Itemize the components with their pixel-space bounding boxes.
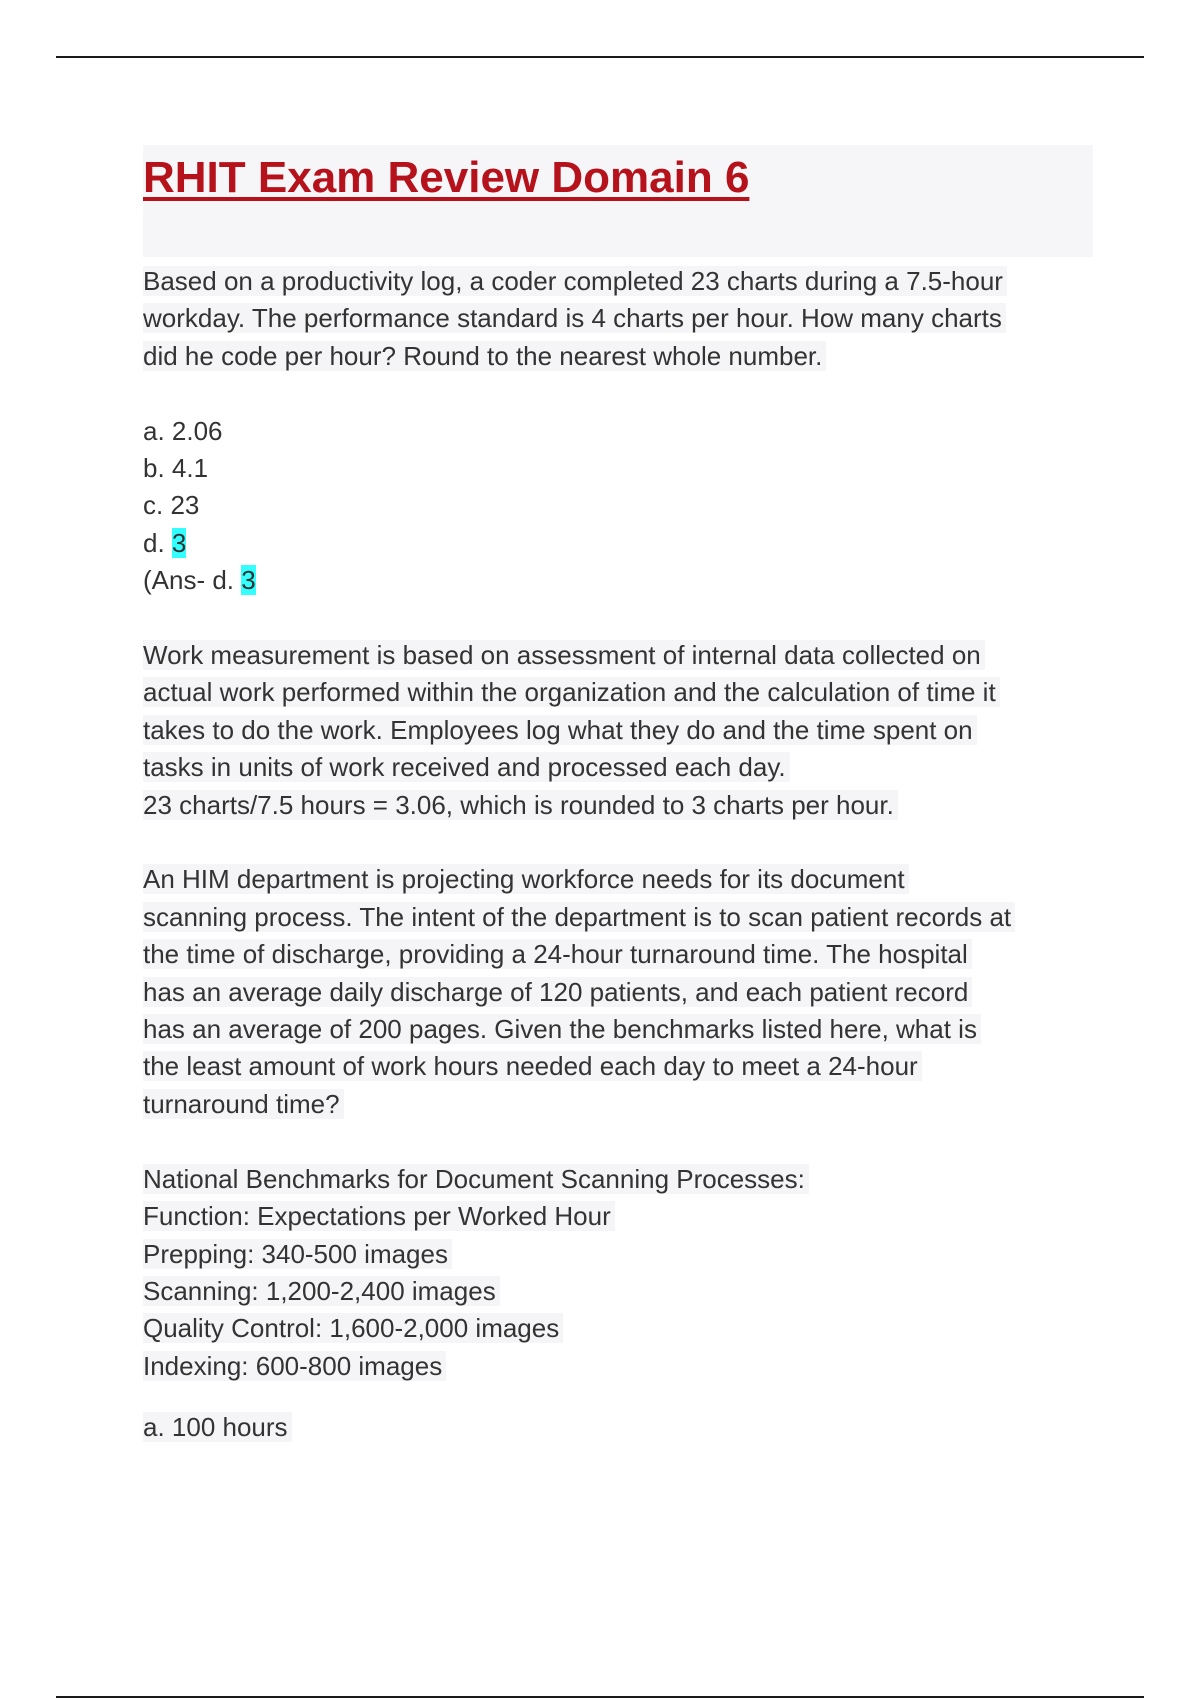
question-2-line: An HIM department is projecting workforce needs for its document <box>143 861 909 898</box>
option-d <box>143 525 186 562</box>
document-title: RHIT Exam Review Domain 6 <box>143 153 750 202</box>
answer-value: 3 <box>241 565 256 596</box>
question-1-explanation <box>143 637 1093 824</box>
explanation-line: takes to do the work. Employees log what they do and the time spent on <box>143 712 977 749</box>
option-a: a. 100 hours <box>143 1409 292 1446</box>
title-banner <box>143 145 1093 257</box>
question-2-line: has an average of 200 pages. Given the benchmarks listed here, what is <box>143 1011 981 1048</box>
explanation-line: actual work performed within the organization and the calculation of time it <box>143 674 1000 711</box>
question-2-line: turnaround time? <box>143 1086 344 1123</box>
question-2-line: the time of discharge, providing a 24-hour turnaround time. The hospital <box>143 936 972 973</box>
explanation-line: 23 charts/7.5 hours = 3.06, which is rounded to 3 charts per hour. <box>143 787 898 824</box>
option-d-value: 3 <box>171 527 187 558</box>
benchmark-item: Prepping: 340-500 images <box>143 1236 452 1273</box>
explanation-line: Work measurement is based on assessment of internal data collected on <box>143 637 985 674</box>
explanation-line: tasks in units of work received and processed each day. <box>143 749 790 786</box>
benchmarks-list <box>143 1161 1093 1385</box>
option-a: a. 2.06 <box>143 415 223 446</box>
question-1 <box>143 263 1093 375</box>
benchmark-item: Indexing: 600-800 images <box>143 1348 446 1385</box>
answer-line <box>143 562 256 599</box>
question-2-options <box>143 1409 1093 1446</box>
question-1-line: Based on a productivity log, a coder completed 23 charts during a 7.5-hour <box>143 263 1007 300</box>
benchmark-item: Quality Control: 1,600-2,000 images <box>143 1310 563 1347</box>
question-2-line: scanning process. The intent of the department is to scan patient records at <box>143 899 1015 936</box>
bottom-rule <box>56 1696 1144 1698</box>
question-2-line: the least amount of work hours needed each day to meet a 24-hour <box>143 1048 922 1085</box>
document-body <box>143 145 1093 1447</box>
question-2-line: has an average daily discharge of 120 patients, and each patient record <box>143 974 972 1011</box>
option-d-prefix: d. <box>143 527 172 558</box>
question-2 <box>143 861 1093 1123</box>
option-c: c. 23 <box>143 490 200 521</box>
top-rule <box>56 56 1144 58</box>
question-1-line: did he code per hour? Round to the nearest whole number. <box>143 338 826 375</box>
benchmark-item: Function: Expectations per Worked Hour <box>143 1198 615 1235</box>
benchmark-heading: National Benchmarks for Document Scanning Processes: <box>143 1161 809 1198</box>
answer-prefix: (Ans- d. <box>143 565 242 596</box>
benchmark-item: Scanning: 1,200-2,400 images <box>143 1273 500 1310</box>
question-1-line: workday. The performance standard is 4 charts per hour. How many charts <box>143 300 1006 337</box>
option-b: b. 4.1 <box>143 453 209 484</box>
question-1-options <box>143 413 1093 600</box>
